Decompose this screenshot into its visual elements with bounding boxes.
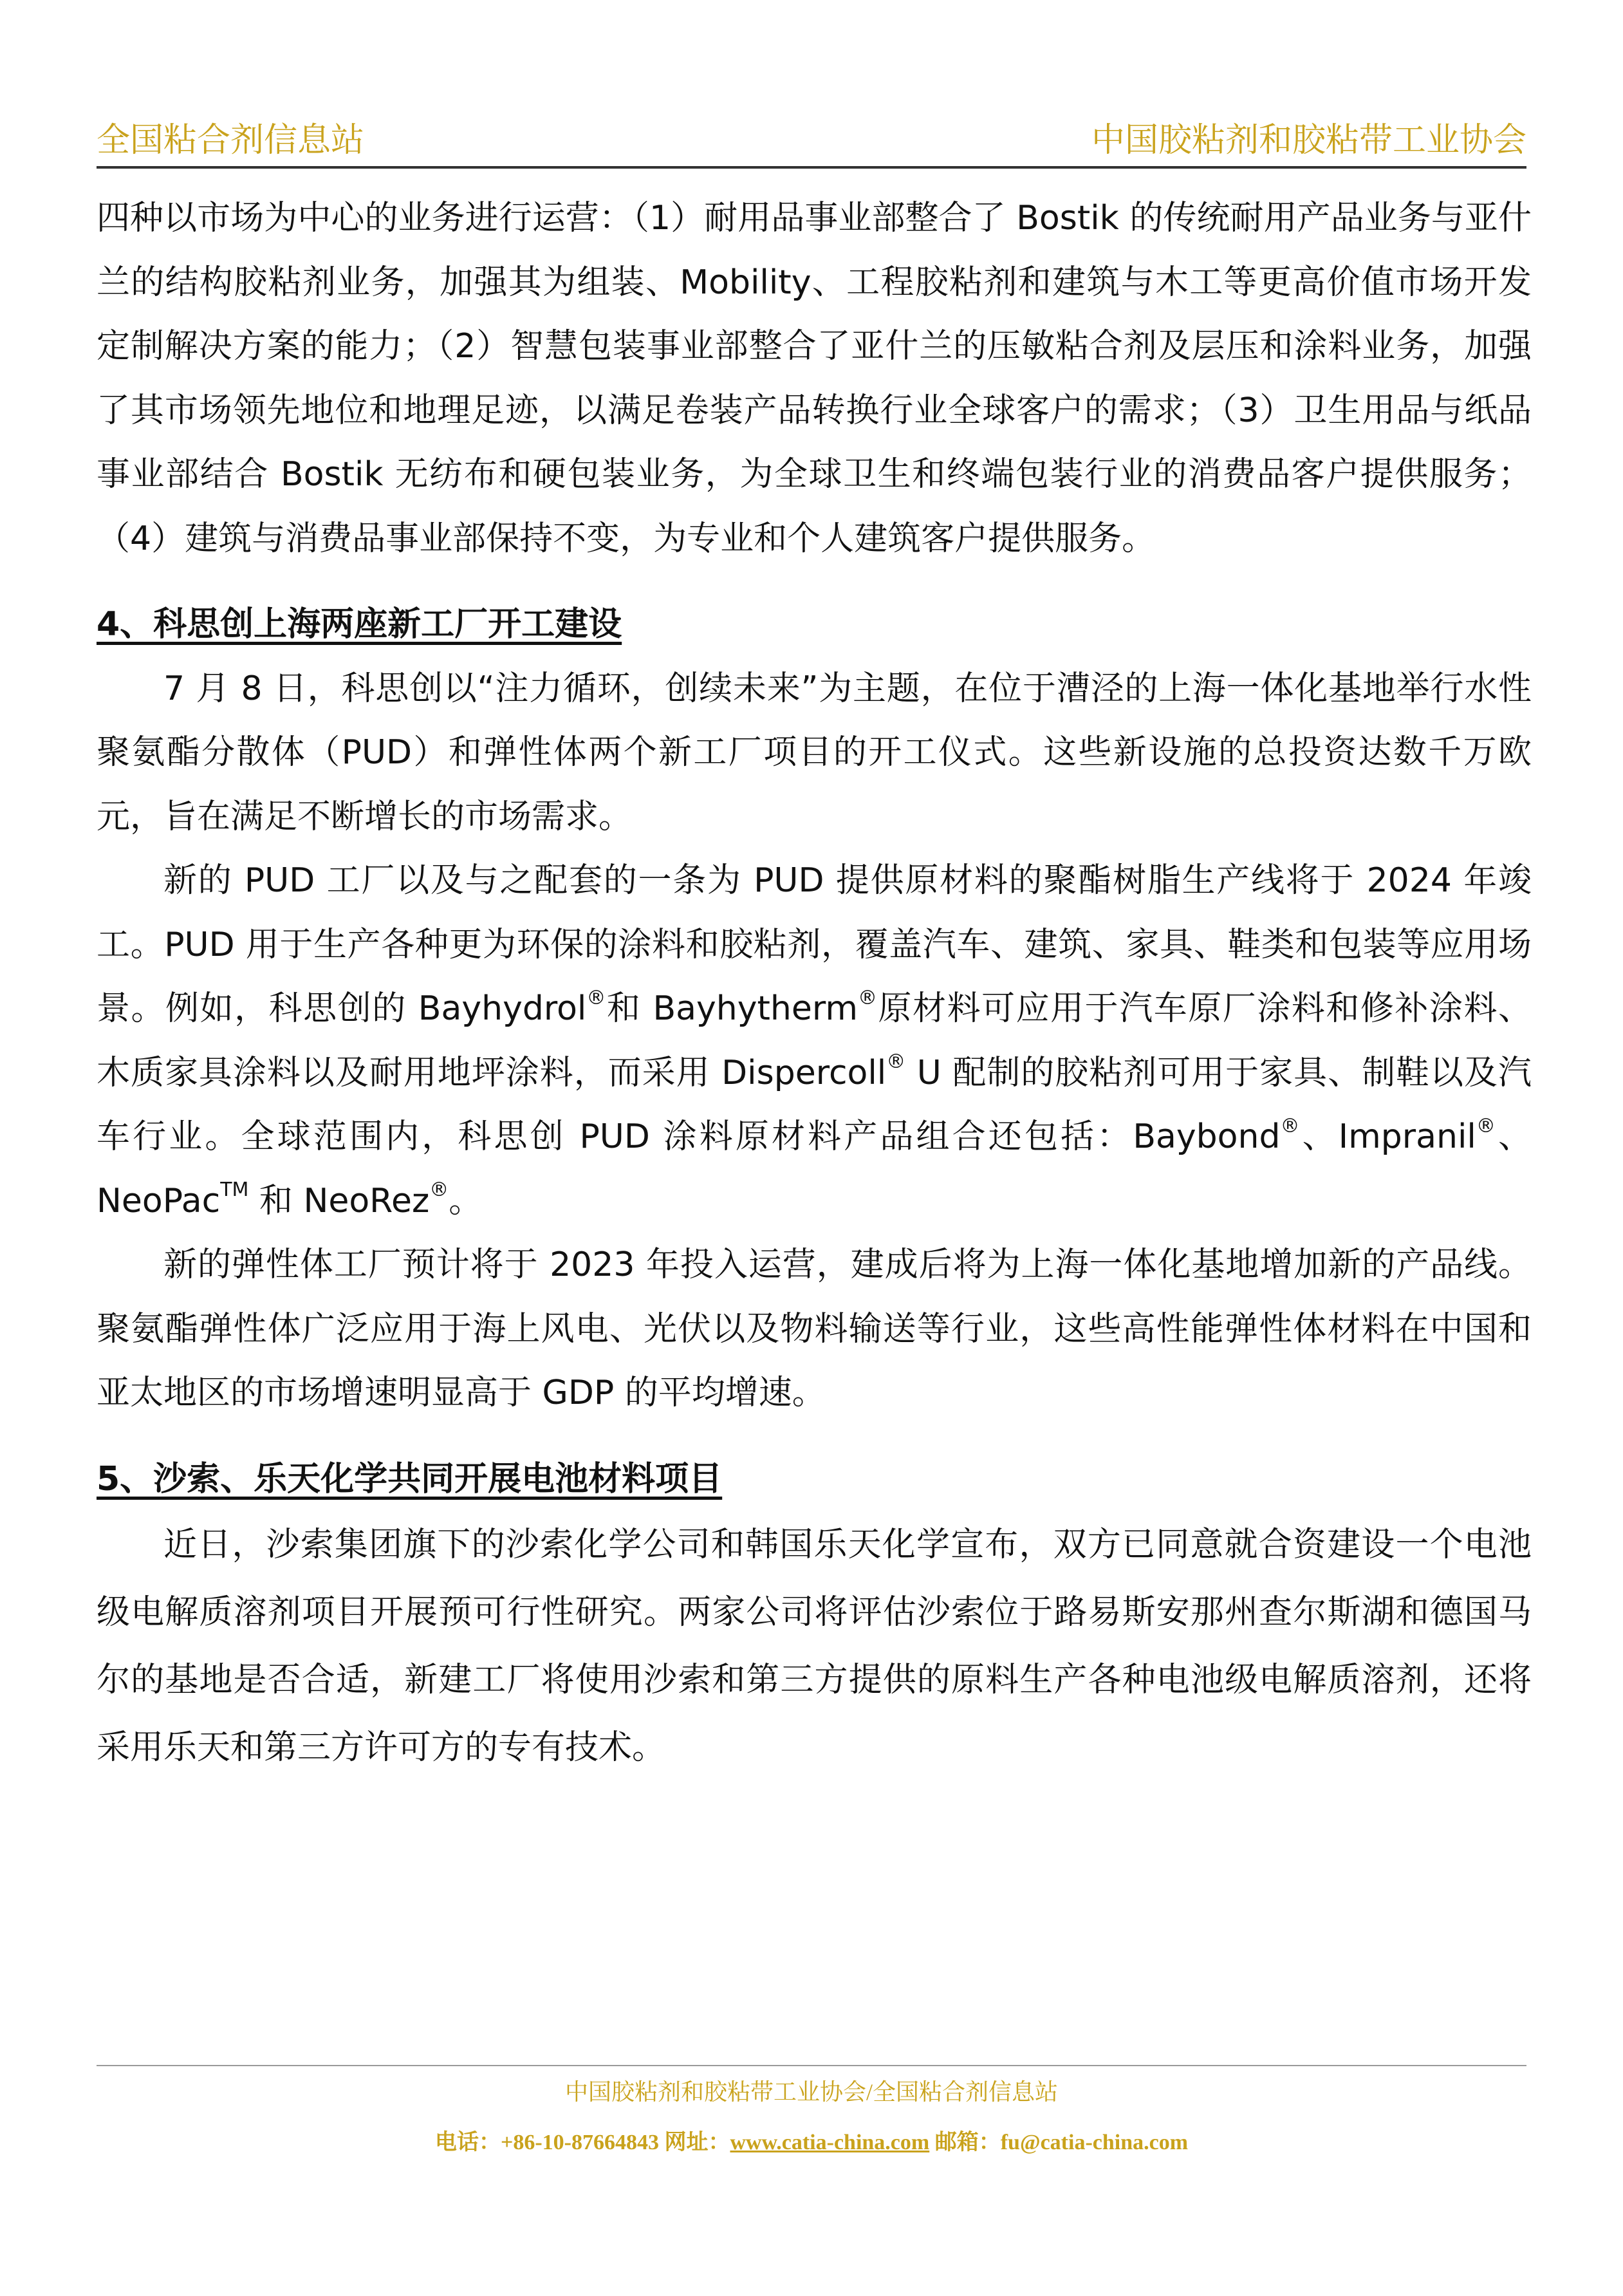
section-4-paragraph-1: 7 月 8 日，科思创以“注力循环，创续未来”为主题，在位于漕泾的上海一体化基地举行水性聚氨酯分散体（PUD）和弹性体两个新工厂项目的开工仪式。这些新设施的总投资达数千万欧元，旨在满足不断增长的市场需求。: [97, 669, 1532, 836]
p2-text-g: 和 NeoRez: [248, 1181, 430, 1220]
footer-divider: [97, 2065, 1526, 2066]
section-4-heading: 4、科思创上海两座新工厂开工建设: [97, 605, 622, 644]
page-content: [97, 187, 1532, 1782]
p2-text-b: 和 Bayhytherm: [606, 989, 858, 1028]
header-right-title: 中国胶粘剂和胶粘带工业协会: [1091, 121, 1526, 160]
p2-text-h: 。: [449, 1181, 483, 1220]
section-4-paragraph-2: [97, 849, 1532, 1233]
registered-mark: ®: [586, 986, 606, 1009]
section-4-paragraph-3: 新的弹性体工厂预计将于 2023 年投入运营，建成后将为上海一体化基地增加新的产品线。聚氨酯弹性体广泛应用于海上风电、光伏以及物料输送等行业，这些高性能弹性体材料在中国和亚太地区的市场增速明显高于 GDP 的平均增速。: [97, 1246, 1532, 1412]
intro-paragraph: 四种以市场为中心的业务进行运营：（1）耐用品事业部整合了 Bostik 的传统耐用产品业务与亚什兰的结构胶粘剂业务，加强其为组装、Mobility、工程胶粘剂和建筑与木工等更高价值市场开发定制解决方案的能力；（2）智慧包装事业部整合了亚什兰的压敏粘合剂及层压和涂料业务，加强了其市场领先地位和地理足迹，以满足卷装产品转换行业全球客户的需求；（3）卫生用品与纸品事业部结合 Bostik 无纺布和硬包装业务，为全球卫生和终端包装行业的消费品客户提供服务；（4）建筑与消费品事业部保持不变，为专业和个人建筑客户提供服务。: [97, 199, 1532, 558]
footer-contact: [0, 2124, 1623, 2156]
footer-phone: 电话：+86-10-87664843 网址：: [434, 2131, 730, 2154]
footer-organization: 中国胶粘剂和胶粘带工业协会/全国粘合剂信息站: [564, 2079, 1058, 2105]
registered-mark: ®: [1280, 1114, 1300, 1137]
footer-website-link[interactable]: www.catia-china.com: [730, 2131, 930, 2154]
p2-text-c: 原材料可应用于汽车原厂涂料和修补涂料、木质家具涂料以及耐用地坪涂料，而采用 Dispercoll: [97, 989, 1532, 1092]
p2-text-f: 、NeoPac: [97, 1117, 1532, 1220]
registered-mark: ®: [857, 986, 877, 1009]
registered-mark: ®: [429, 1179, 449, 1202]
p2-text-e: 、Impranil: [1299, 1117, 1476, 1156]
section-5-paragraph-1: 近日，沙索集团旗下的沙索化学公司和韩国乐天化学宣布，双方已同意就合资建设一个电池级电解质溶剂项目开展预可行性研究。两家公司将评估沙索位于路易斯安那州查尔斯湖和德国马尔的基地是否合适，新建工厂将使用沙索和第三方提供的原料生产各种电池级电解质溶剂，还将采用乐天和第三方许可方的专有技术。: [97, 1526, 1532, 1767]
p2-text-a: 新的 PUD 工厂以及与之配套的一条为 PUD 提供原材料的聚酯树脂生产线将于 2024 年竣工。PUD 用于生产各种更为环保的涂料和胶粘剂，覆盖汽车、建筑、家具、鞋类和包装等应用场景。例如，科思创的 Bayhydrol: [97, 861, 1532, 1028]
footer-email: 邮箱：fu@catia-china.com: [929, 2131, 1189, 2154]
header-left-title: 全国粘合剂信息站: [97, 121, 365, 160]
page-header: [97, 115, 1526, 169]
trademark-mark: TM: [220, 1179, 249, 1202]
registered-mark: ®: [886, 1050, 906, 1074]
section-5-heading: 5、沙索、乐天化学共同开展电池材料项目: [97, 1459, 723, 1498]
registered-mark: ®: [1476, 1114, 1496, 1137]
p2-text-d: U 配制的胶粘剂可用于家具、制鞋以及汽车行业。全球范围内，科思创 PUD 涂料原材料产品组合还包括：Baybond: [97, 1053, 1532, 1156]
